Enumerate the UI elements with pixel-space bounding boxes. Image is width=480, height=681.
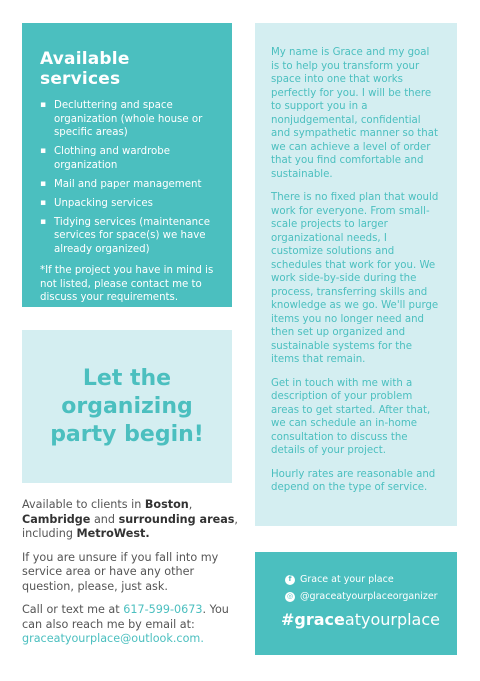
about-paragraph-contact: Get in touch with me with a description of your problem areas to get started. After that, we can schedule an in-home consultation to discuss the details of your project.: [271, 377, 431, 456]
party-headline: Let the organizing party begin!: [50, 365, 204, 447]
area-and: and: [90, 512, 119, 526]
services-list: [40, 99, 214, 256]
instagram-row[interactable]: [285, 591, 457, 602]
area-separator: ,: [188, 498, 193, 511]
email-suffix: .: [200, 632, 204, 645]
facebook-row[interactable]: [285, 574, 457, 585]
unsure-text: If you are unsure if you fall into my service area or have any other question, please, just ask.: [22, 550, 219, 593]
city-boston: Boston: [144, 498, 189, 511]
contact-info: [22, 603, 242, 647]
hashtag-rest: atyourplace: [344, 610, 440, 629]
email-link[interactable]: graceatyourplace@outlook.com: [22, 632, 201, 645]
service-item-unpacking: ▪ Unpacking services: [40, 197, 214, 211]
email-prefix: . You can also reach me by email at:: [22, 603, 229, 631]
call-prefix: Call or text me at: [22, 603, 124, 616]
hashtag-bold: #grace: [281, 610, 345, 629]
facebook-label: Grace at your place: [300, 574, 394, 585]
party-panel: [22, 330, 232, 483]
instagram-icon: ◎: [286, 592, 294, 600]
instagram-label: @graceatyourplaceorganizer: [300, 591, 438, 602]
hashtag: [281, 610, 457, 629]
about-paragraph-rates: Hourly rates are reasonable and depend on the type of service.: [271, 468, 436, 493]
area-including: , including: [22, 512, 238, 540]
about-panel: [255, 23, 457, 526]
social-panel: [255, 552, 457, 655]
phone-link[interactable]: 617-599-0673: [123, 603, 203, 616]
surrounding-areas: surrounding areas: [118, 512, 235, 526]
contact-section: [22, 498, 242, 656]
service-item-mail: ▪ Mail and paper management: [40, 178, 214, 192]
services-note: *If the project you have in mind is not listed, please contact me to discuss your requirements.: [40, 265, 214, 303]
about-paragraph-plan: There is no fixed plan that would work for everyone. From small-scale projects to larger organizational needs, I customize solutions and schedules that work for you. We work side-by-side during the process, transferring skills and knowledge as we go. We'll purge items you no longer need and then set up organized and sustainable systems for the items that remain.: [271, 192, 439, 365]
region-metrowest: MetroWest.: [76, 527, 150, 540]
services-title: Available services: [40, 49, 130, 89]
service-item-clothing: ▪ Clothing and wardrobe organization: [40, 145, 214, 172]
about-paragraph-intro: My name is Grace and my goal is to help you transform your space into one that works perfectly for you. I will be there to support you in a nonjudgemental, confidential and sympathetic manner so that we can achieve a level of order that you find comfortable and sustainable.: [271, 47, 438, 180]
services-panel: [22, 23, 232, 307]
service-item-tidying: ▪ Tidying services (maintenance services for space(s) we have already organized): [40, 216, 214, 257]
service-area-text: [22, 498, 242, 542]
facebook-icon: f: [285, 575, 295, 585]
service-item-decluttering: ▪ Decluttering and space organization (whole house or specific areas): [40, 99, 214, 140]
city-cambridge: Cambridge: [22, 512, 91, 526]
area-prefix: Available to clients in: [22, 498, 145, 511]
